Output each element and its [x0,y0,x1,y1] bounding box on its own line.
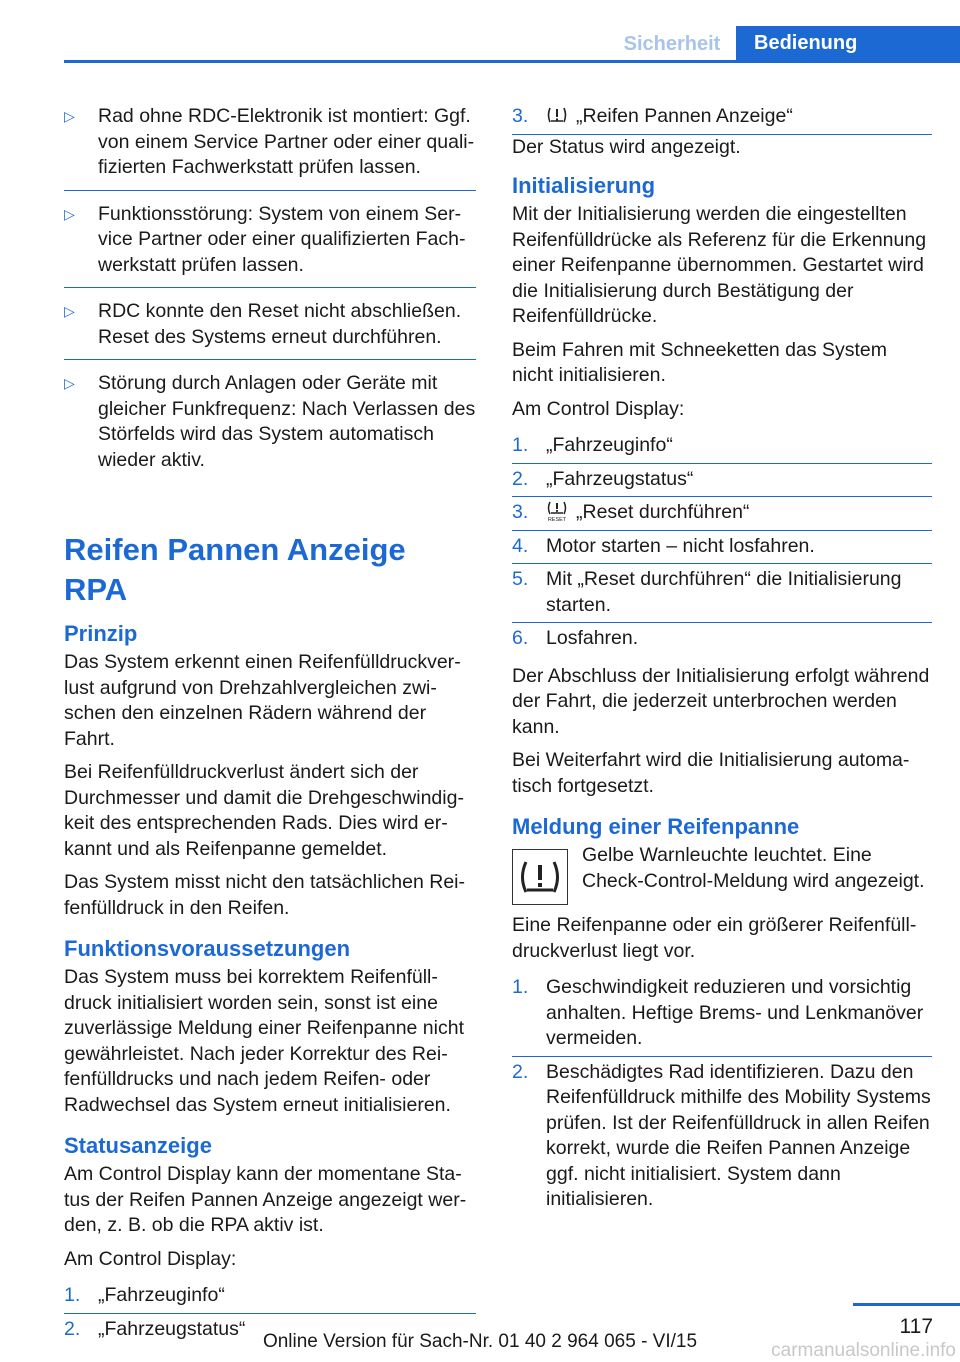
list-item [512,497,932,531]
init-paragraph-5: Bei Weiterfahrt wird die Initialisierung automatisch fortgesetzt. [512,749,910,797]
header-tab-sicherheit[interactable]: Sicherheit [623,33,721,55]
warning-symbol-box [512,849,568,905]
step-label: „Reifen Pannen Anzeige“ [576,105,793,127]
heading-funktionsvoraussetzungen: Funktionsvoraussetzungen [64,936,351,961]
step-number: 3. [512,501,529,523]
triangle-bullet-icon: ▷ [64,375,75,391]
list-item [512,972,932,1057]
step-number: 1. [512,976,529,998]
status-paragraph-2: Am Control Display: [64,1247,237,1270]
step-number: 3. [512,105,529,127]
heading-statusanzeige: Statusanzeige [64,1133,212,1158]
list-item [512,1057,932,1217]
step-number: 6. [512,627,529,649]
watermark: carmanualsonline.info [771,1340,956,1361]
header-tab-bedienung[interactable]: Bedienung [736,26,960,61]
init-paragraph-4: Der Abschluss der Initialisierung erfolgt während der Fahrt, die jederzeit unterbrochen werden kann. [512,664,930,738]
meldung-paragraph: Eine Reifenpanne oder ein größerer Reifenfülldruckverlust liegt vor. [512,914,917,962]
bullet-text: Störung durch Anlagen oder Geräte mit gleicher Funkfrequenz: Nach Verlassen des Störfelds wird das System automatisch wieder aktiv. [98,372,476,471]
status-paragraph-1: Am Control Display kann der momentane Status der Reifen Pannen Anzeige angezeigt werden, z. B. ob die RPA aktiv ist. [64,1163,467,1236]
step-text: Mit „Reset durchführen“ die Initialisierung starten. [546,568,902,616]
prinzip-paragraph-2: Bei Reifenfülldruckverlust ändert sich der Durchmesser und damit die Drehgeschwindigkeit des entsprechenden Rads. Dies wird erkannt und als Reifenpanne gemeldet. [64,761,464,860]
step-text [546,500,932,526]
bullet-text: RDC konnte den Reset nicht abschließen. Reset des Systems erneut durchführen. [98,300,462,348]
step-text: Motor starten – nicht losfahren. [546,534,815,557]
online-version-text: Online Version für Sach-Nr. 01 40 2 964 065 - VI/15 [262,1331,698,1352]
footer-rule [853,1303,960,1306]
step-text: „Fahrzeugstatus“ [98,1317,246,1340]
warning-block [512,843,932,905]
reset-icon-label: RESET [547,517,567,522]
header-rule [64,60,960,63]
bullet-item [64,100,476,191]
bullet-text: Funktionsstörung: System von einem Service Partner oder einer qualifizierten Fachwerkstatt prüfen lassen. [98,202,466,276]
bullet-item [64,295,476,360]
step-text: Losfahren. [546,627,639,649]
fv-paragraph: Das System muss bei korrektem Reifenfülldruck initialisiert worden sein, sonst ist eine zuverlässige Meldung einer Reifenpanne nicht gewährleistet. Nach jeder Korrektur des Reifenfülldrucks und nach jedem Reifen- oder Radwechsel das System erneut initialisieren. [64,966,464,1116]
init-paragraph-1: Mit der Initialisierung werden die eingestellten Reifenfülldrücke als Referenz für die Erkennung einer Reifenpanne übernommen. Gestartet wird die Initialisierung durch Bestätigung der Reifenfülldrücke. [512,203,927,327]
step-text: „Fahrzeuginfo“ [546,434,673,456]
warning-text: Gelbe Warnleuchte leuchtet. Eine Check-Control-Meldung wird angezeigt. [582,844,925,892]
bullet-item [64,198,476,289]
step-number: 2. [512,467,529,490]
step-number: 5. [512,568,529,590]
step-number: 1. [64,1284,81,1306]
bullet-item [64,367,476,482]
step-text: „Fahrzeugstatus“ [546,467,694,490]
tire-pressure-warning-icon [518,859,562,895]
list-item [512,100,932,135]
list-item [512,564,932,623]
triangle-bullet-icon: ▷ [64,205,75,222]
prinzip-paragraph-1: Das System erkennt einen Reifenfülldruckverlust aufgrund von Drehzahlvergleichen zwischen den einzelnen Rädern während der Fahrt. [64,651,461,750]
status-shown-text: Der Status wird angezeigt. [512,135,741,158]
triangle-bullet-icon: ▷ [64,303,75,319]
tire-reset-icon [546,500,568,522]
page-number: 117 [899,1315,933,1338]
bullet-text: Rad ohne RDC-Elektronik ist montiert: Ggf. von einem Service Partner oder einer qualifizierten Fachwerkstatt prüfen lassen. [98,105,475,178]
step-label: „Reset durchführen“ [576,501,750,523]
section-title-rpa: Reifen Pannen Anzeige RPA [64,532,406,607]
prinzip-paragraph-3: Das System misst nicht den tatsächlichen Reifenfülldruck in den Reifen. [64,871,465,919]
list-item [512,623,932,656]
init-paragraph-2: Beim Fahren mit Schneeketten das System nicht initialisieren. [512,338,888,386]
step-number: 4. [512,534,529,557]
left-column [64,100,476,1354]
list-item [64,1280,476,1314]
step-text [546,104,932,130]
heading-prinzip: Prinzip [64,621,138,646]
step-text: „Fahrzeuginfo“ [98,1284,225,1306]
list-item [512,464,932,498]
init-paragraph-3: Am Control Display: [512,397,685,420]
step-text: Beschädigtes Rad identifizieren. Dazu den Reifenfülldruck mithilfe des Mobility Systems prüfen. Ist der Reifenfülldruck in allen Reifen korrekt, wurde die Reifen Pannen Anzeige ggf. nicht initialisiert. System dann initialisieren. [546,1060,931,1210]
meldung-steps-list [512,972,932,1217]
step-number: 1. [512,434,529,456]
right-column [512,100,932,1225]
step-number: 2. [512,1060,529,1083]
tire-warning-icon [546,104,568,126]
heading-initialisierung: Initialisierung [512,173,656,198]
init-steps-list [512,430,932,656]
list-item [512,430,932,464]
triangle-bullet-icon: ▷ [64,108,75,124]
step-number: 2. [64,1317,81,1340]
step-text: Geschwindigkeit reduzieren und vorsichtig anhalten. Heftige Brems- und Lenkmanöver vermeiden. [546,976,924,1049]
list-item [512,531,932,565]
heading-meldung: Meldung einer Reifenpanne [512,814,800,839]
